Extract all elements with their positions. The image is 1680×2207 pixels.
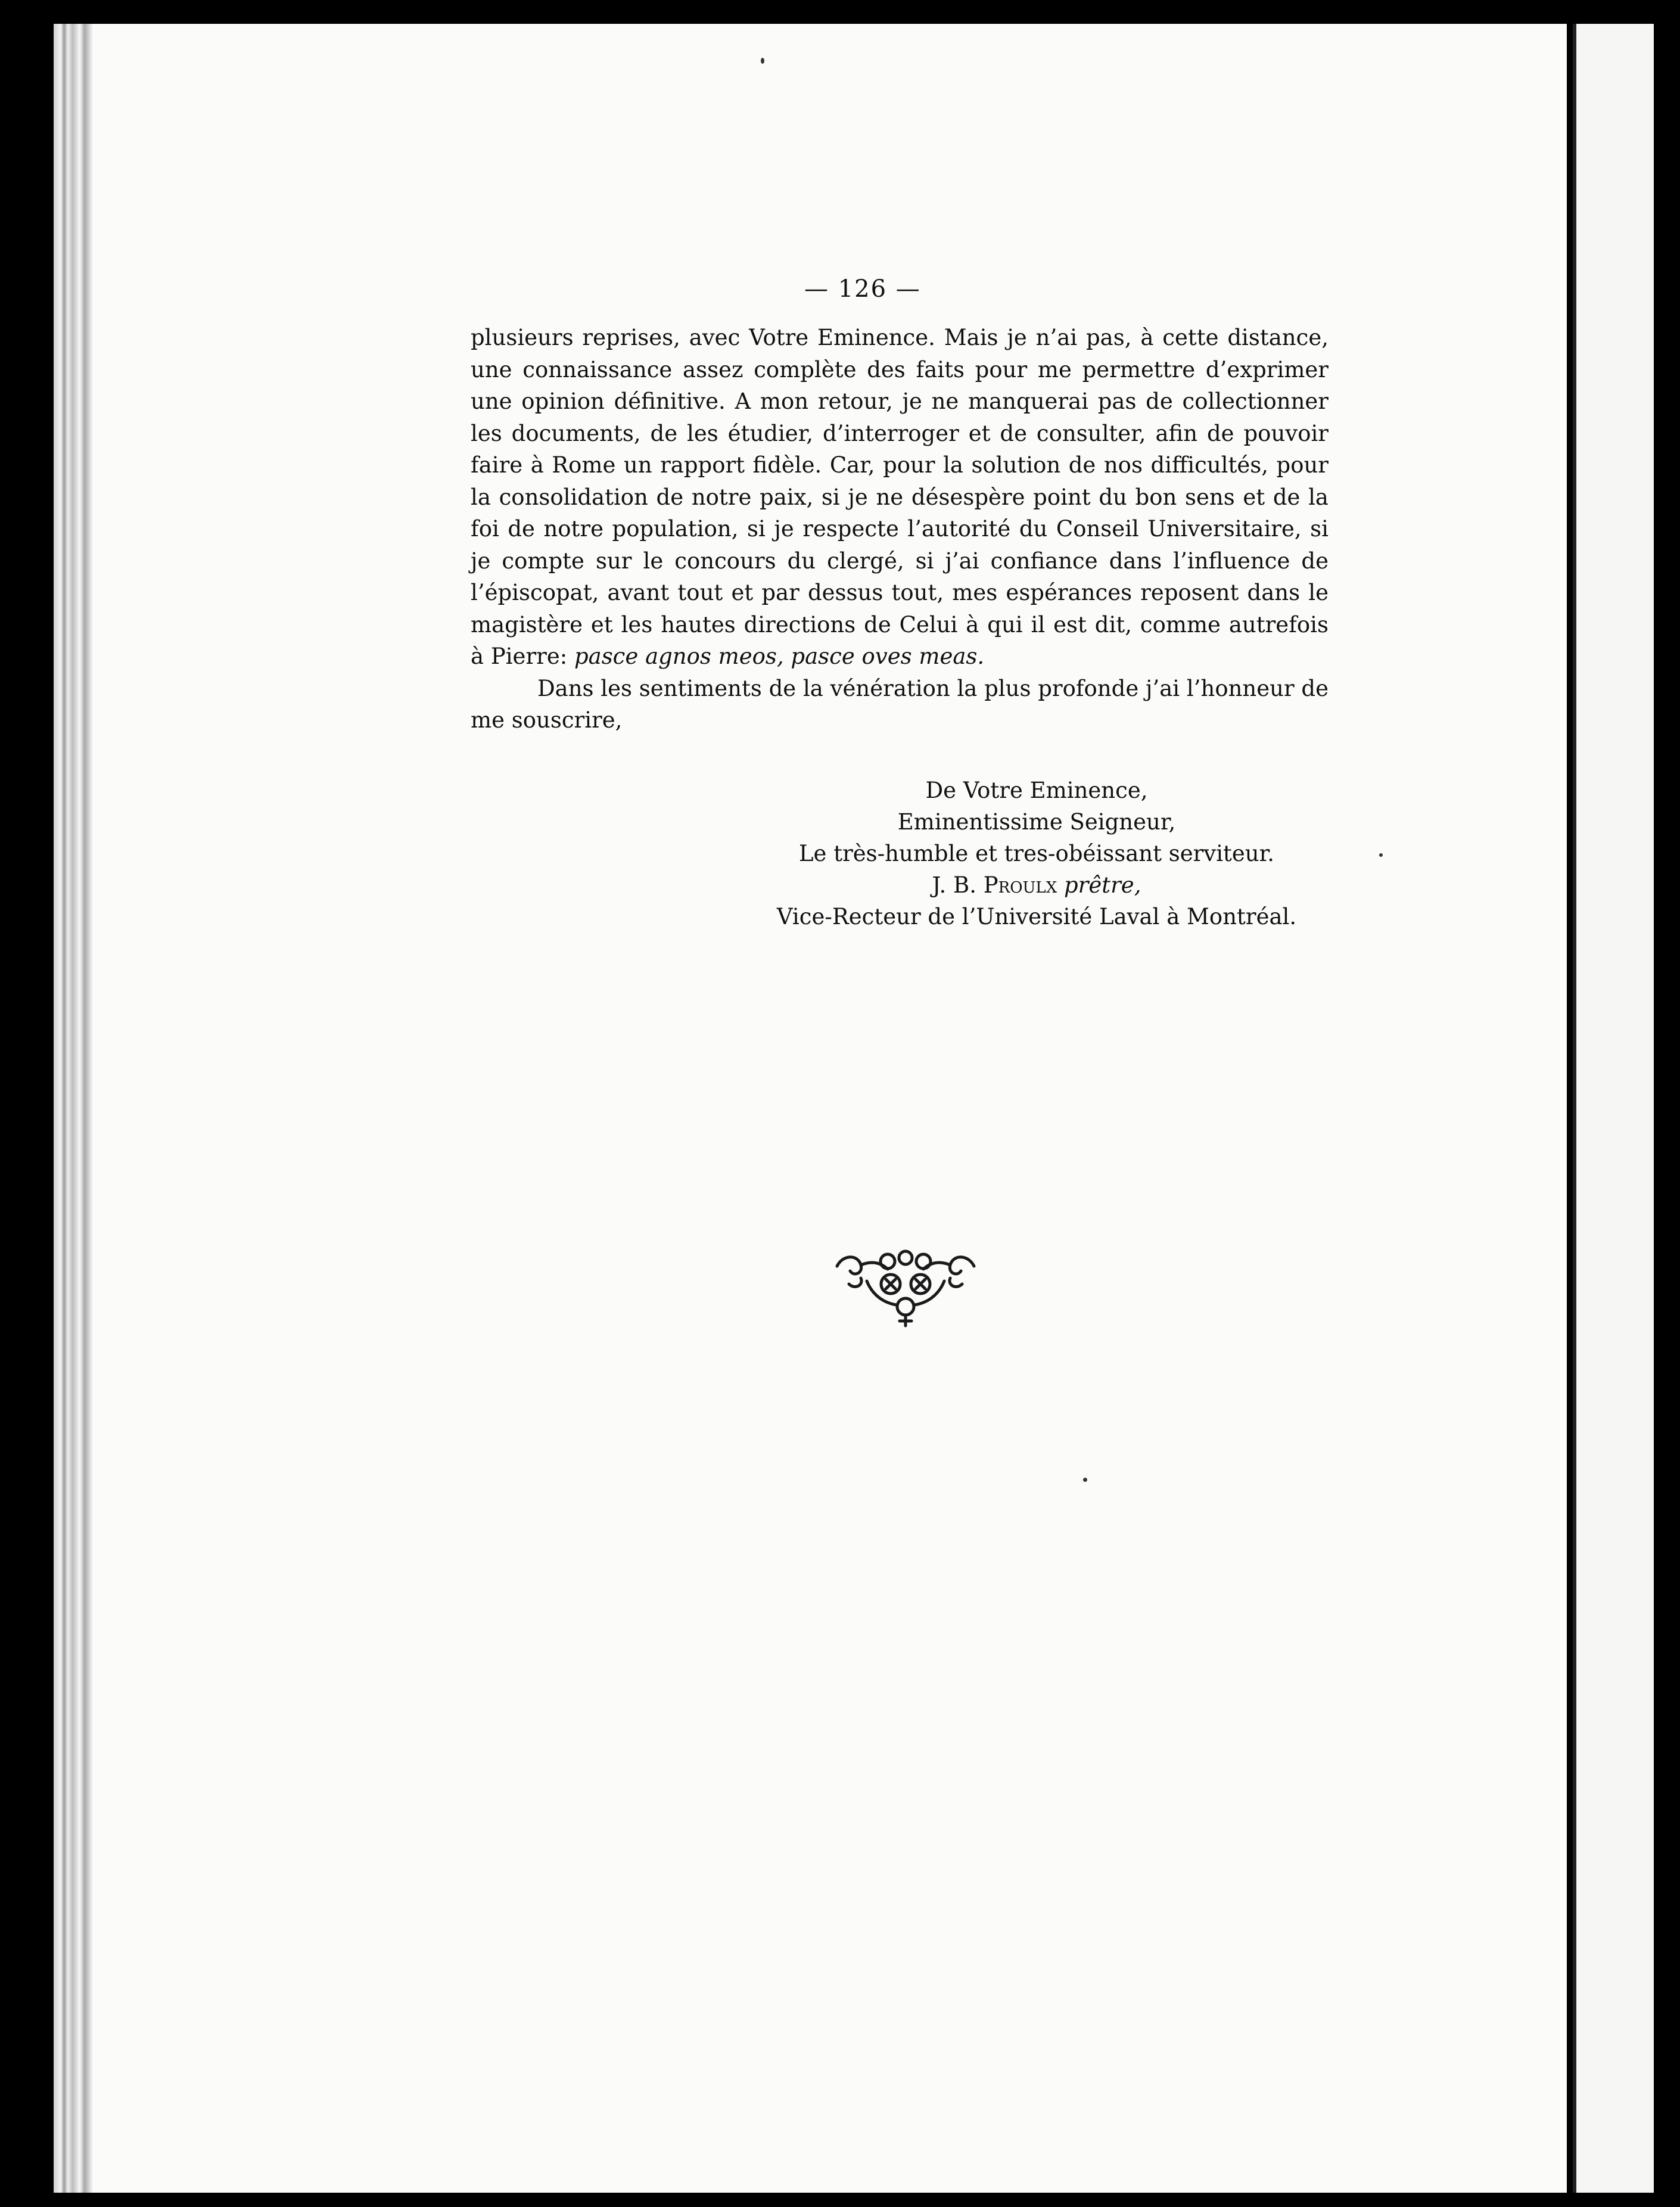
closing-paragraph bbox=[471, 673, 1329, 736]
signature-line-servant: Le très-humble et tres-obéissant serviteur. bbox=[798, 841, 1275, 866]
signature-line-name bbox=[703, 869, 1370, 901]
main-paragraph bbox=[471, 322, 1329, 673]
main-paragraph-text: plusieurs reprises, avec Votre Eminence. Mais je n’ai pas, à cette distance, une connaissance assez complète des faits pour me permettre d’exprimer une opinion définitive. A mon retour, je ne manquerai pas de collectionner les documents, de les étudier, d’interroger et de consulter, afin de pouvoir faire à Rome un rapport fidèle. Car, pour la solution de nos difficultés, pour la consolidation de notre paix, si je ne désespère point du bon sens et de la foi de notre population, si je respecte l’autorité du Conseil Universitaire, si je compte sur le concours du clergé, si j’ai confiance dans l’influence de l’épiscopat, avant tout et par dessus tout, mes espérances reposent dans le magistère et les hautes directions de Celui à qui il est dit, comme autrefois à Pierre: bbox=[471, 325, 1329, 669]
ornamental-vignette-icon bbox=[831, 1248, 980, 1332]
closing-paragraph-text: Dans les sentiments de la vénération la plus profonde j’ai l’honneur de me souscrire, bbox=[471, 675, 1329, 733]
signature-line-position: Vice-Recteur de l’Université Laval à Montréal. bbox=[776, 904, 1297, 930]
letter-body bbox=[471, 322, 1329, 736]
page-number: — 126 — bbox=[804, 275, 921, 303]
signer-name: J. B. Proulx bbox=[932, 872, 1057, 898]
ink-speck bbox=[1379, 853, 1383, 857]
signature-line-address: Eminentissime Seigneur, bbox=[897, 809, 1176, 835]
ink-speck bbox=[1083, 1478, 1087, 1482]
signature-line-salutation: De Votre Eminence, bbox=[925, 778, 1148, 803]
latin-quote: pasce agnos meos, pasce oves meas. bbox=[574, 644, 985, 669]
adjacent-page-edge bbox=[1573, 24, 1654, 2193]
ink-speck bbox=[761, 58, 764, 64]
signature-block bbox=[703, 775, 1370, 932]
signer-title: prêtre, bbox=[1063, 872, 1141, 898]
